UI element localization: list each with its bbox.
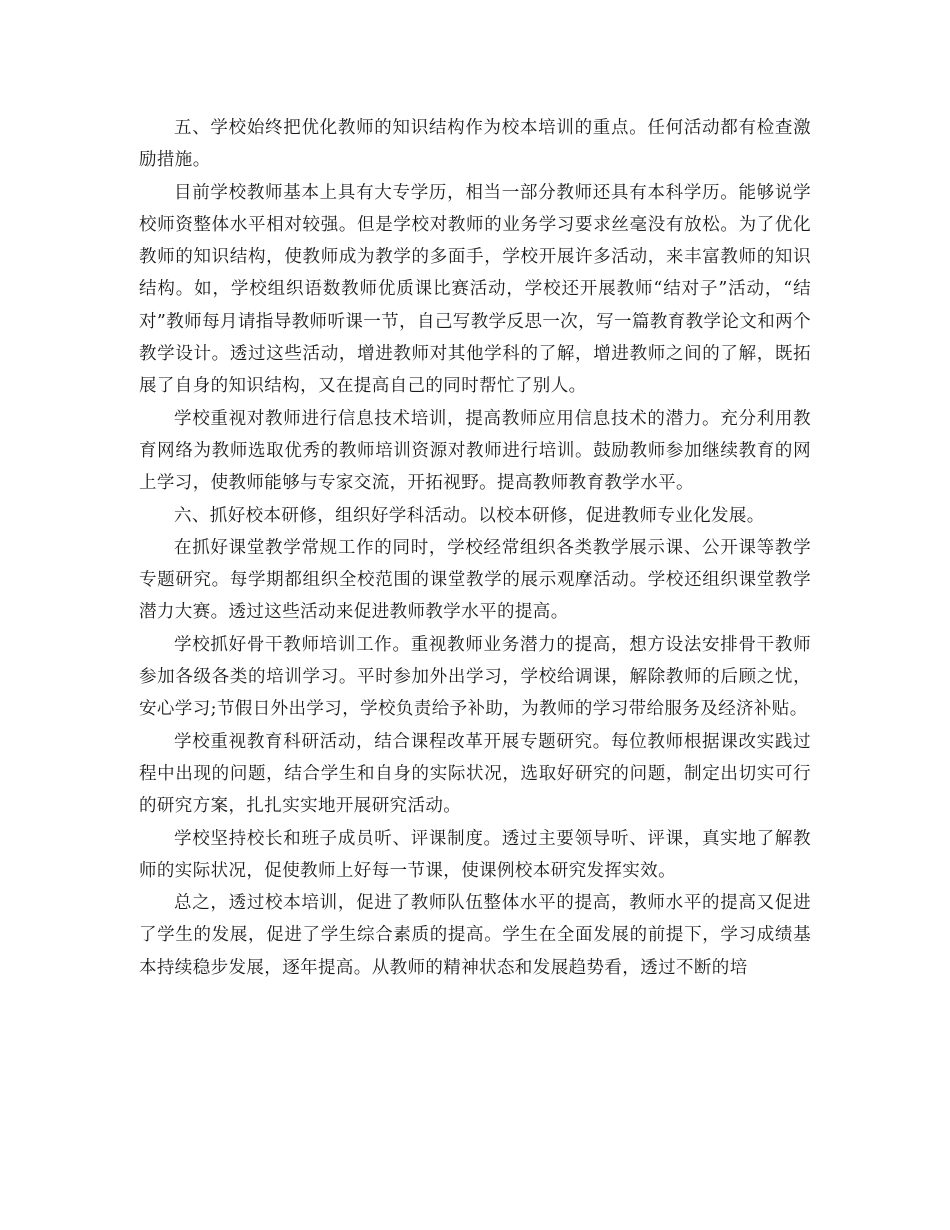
paragraph-7: 学校重视教育科研活动，结合课程改革开展专题研究。每位教师根据课改实践过程中出现的问题，结合学生和自身的实际状况，选取好研究的问题，制定出切实可行的研究方案，扎扎实实地开展研究活动。 [139,731,811,817]
paragraph-5: 在抓好课堂教学常规工作的同时，学校经常组织各类教学展示课、公开课等教学专题研究。每学期都组织全校范围的课堂教学的展示观摩活动。学校还组织课堂教学潜力大赛。透过这些活动来促进教师教学水平的提高。 [139,537,811,623]
document-body [139,112,811,984]
paragraph-3: 学校重视对教师进行信息技术培训，提高教师应用信息技术的潜力。充分利用教育网络为教师选取优秀的教师培训资源对教师进行培训。鼓励教师参加继续教育的网上学习，使教师能够与专家交流，开拓视野。提高教师教育教学水平。 [139,408,811,494]
paragraph-1: 五、学校始终把优化教师的知识结构作为校本培训的重点。任何活动都有检查激励措施。 [139,118,811,171]
paragraph-8: 学校坚持校长和班子成员听、评课制度。透过主要领导听、评课，真实地了解教师的实际状况，促使教师上好每一节课，使课例校本研究发挥实效。 [139,828,811,881]
paragraph-9: 总之，透过校本培训，促进了教师队伍整体水平的提高，教师水平的提高又促进了学生的发展，促进了学生综合素质的提高。学生在全面发展的前提下，学习成绩基本持续稳步发展，逐年提高。从教师的精神状态和发展趋势看，透过不断的培 [139,893,811,978]
paragraph-6: 学校抓好骨干教师培训工作。重视教师业务潜力的提高，想方设法安排骨干教师参加各级各类的培训学习。平时参加外出学习，学校给调课，解除教师的后顾之忧，安心学习;节假日外出学习，学校负责给予补助，为教师的学习带给服务及经济补贴。 [139,634,811,720]
paragraph-4: 六、抓好校本研修，组织好学科活动。以校本研修，促进教师专业化发展。 [174,505,765,526]
paragraph-2: 目前学校教师基本上具有大专学历，相当一部分教师还具有本科学历。能够说学校师资整体水平相对较强。但是学校对教师的业务学习要求丝毫没有放松。为了优化教师的知识结构，使教师成为教学的多面手，学校开展许多活动，来丰富教师的知识结构。如，学校组织语数教师优质课比赛活动，学校还开展教师“结对子”活动，“结对”教师每月请指导教师听课一节，自己写教学反思一次，写一篇教育教学论文和两个教学设计。透过这些活动，增进教师对其他学科的了解，增进教师之间的了解，既拓展了自身的知识结构，又在提高自己的同时帮忙了别人。 [139,182,811,397]
